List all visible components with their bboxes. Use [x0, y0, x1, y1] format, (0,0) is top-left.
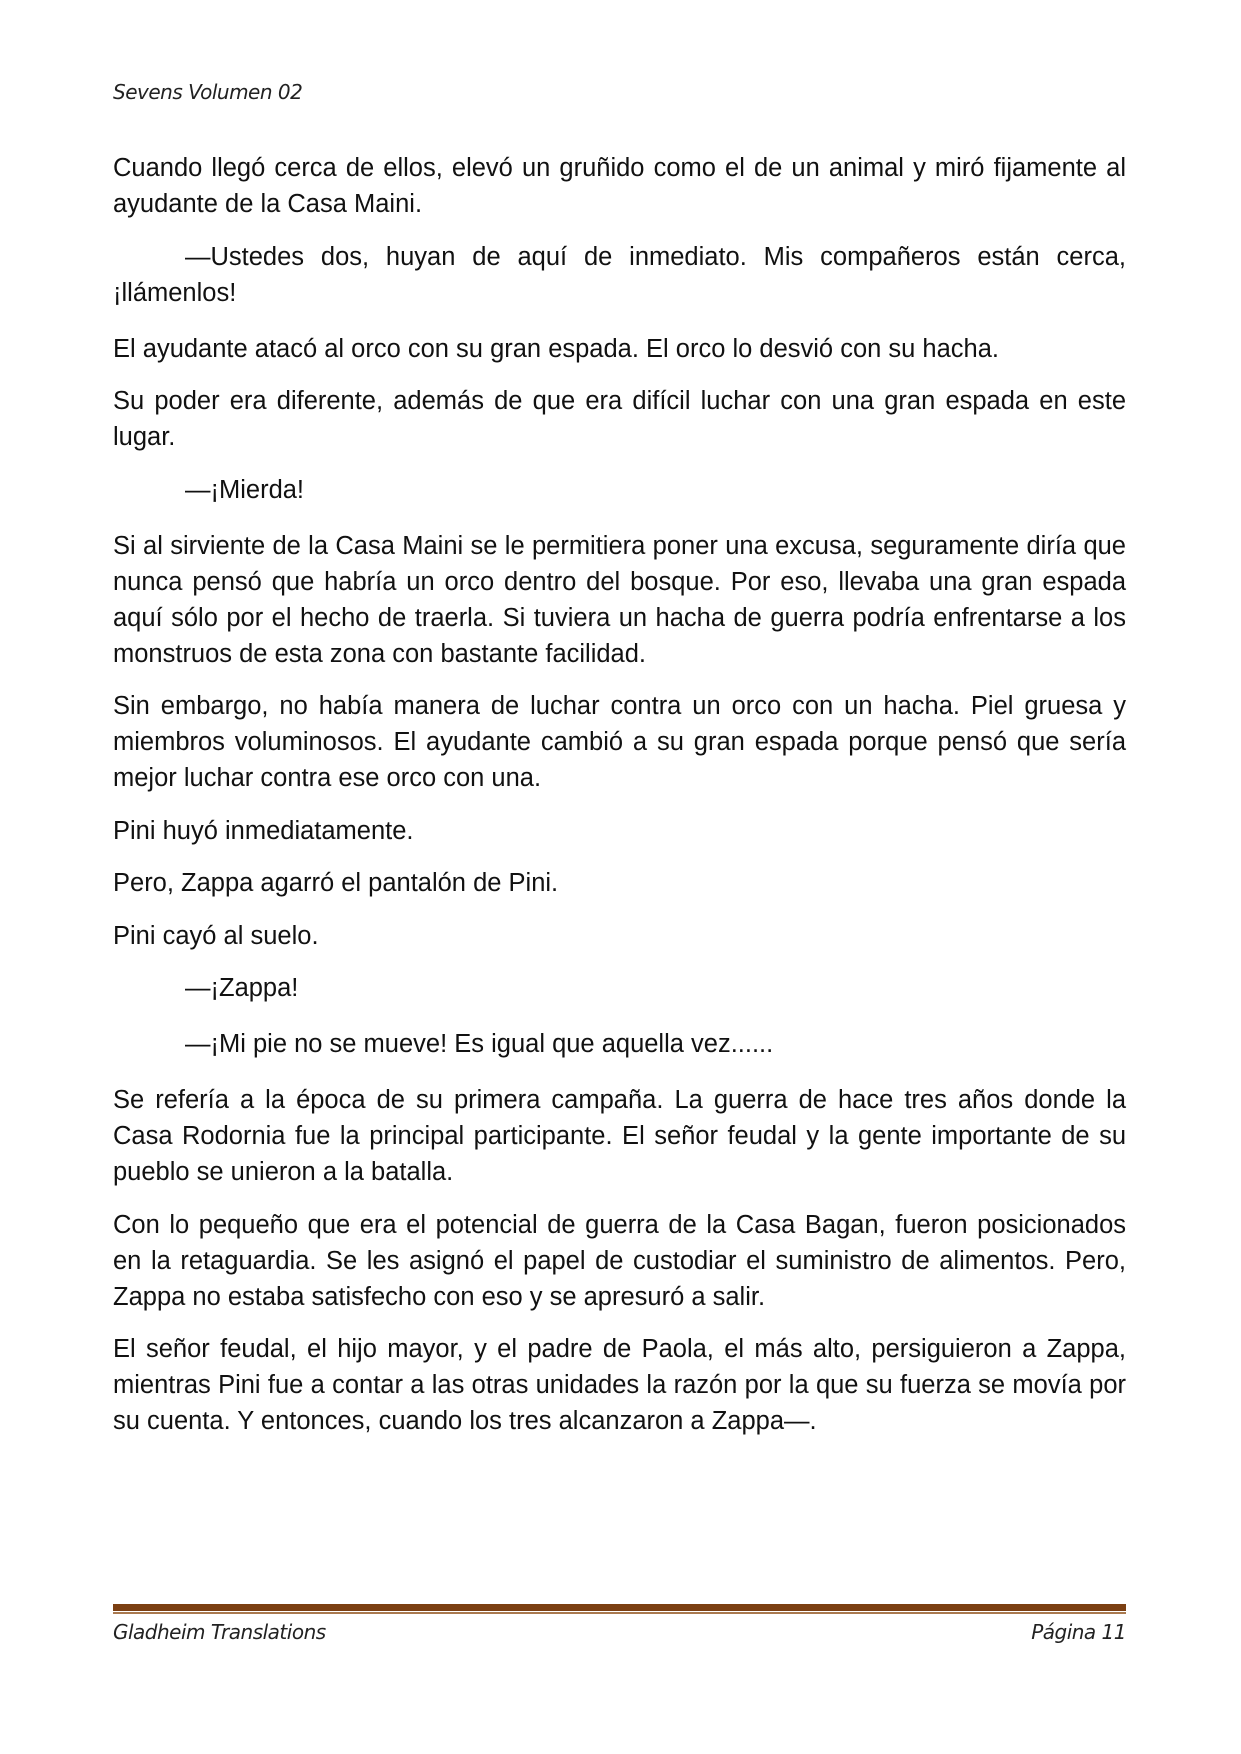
paragraph: Se refería a la época de su primera campaña. La guerra de hace tres años donde la Casa Rodornia fue la principal participante. El señor feudal y la gente importante de su pueblo se unieron a la batalla.	[113, 1086, 1126, 1186]
paragraph: El ayudante atacó al orco con su gran espada. El orco lo desvió con su hacha.	[113, 334, 999, 363]
paragraph: El señor feudal, el hijo mayor, y el padre de Paola, el más alto, persiguieron a Zappa, mientras Pini fue a contar a las otras unidades la razón por la que su fuerza se movía por su cuenta. Y entonces, cuando los tres alcanzaron a Zappa—.	[113, 1335, 1126, 1435]
dialogue-paragraph: —¡Mierda!	[185, 475, 305, 504]
footer-rule-thin	[113, 1612, 1126, 1614]
paragraph: Cuando llegó cerca de ellos, elevó un gruñido como el de un animal y miró fijamente al ayudante de la Casa Maini.	[113, 154, 1126, 218]
page-number: Página 11	[1031, 1620, 1126, 1644]
page-body	[113, 150, 1126, 1456]
running-header: Sevens Volumen 02	[113, 80, 303, 104]
dialogue-paragraph: —¡Mi pie no se mueve! Es igual que aquella vez......	[185, 1030, 774, 1058]
paragraph: Pero, Zappa agarró el pantalón de Pini.	[113, 869, 559, 897]
paragraph: Pini cayó al suelo.	[113, 921, 319, 950]
footer-rule	[113, 1604, 1126, 1611]
dialogue-paragraph: —Ustedes dos, huyan de aquí de inmediato. Mis compañeros están cerca, ¡llámenlos!	[113, 242, 1126, 307]
paragraph: Pini huyó inmediatamente.	[113, 816, 414, 845]
paragraph: Si al sirviente de la Casa Maini se le permitiera poner una excusa, seguramente diría que nunca pensó que habría un orco dentro del bosque. Por eso, llevaba una gran espada aquí sólo por el hecho de traerla. Si tuviera un hacha de guerra podría enfrentarse a los monstruos de esta zona con bastante facilidad.	[113, 531, 1126, 668]
footer-credit: Gladheim Translations	[113, 1620, 326, 1644]
paragraph: Con lo pequeño que era el potencial de guerra de la Casa Bagan, fueron posicionados en la retaguardia. Se les asignó el papel de custodiar el suministro de alimentos. Pero, Zappa no estaba satisfecho con eso y se apresuró a salir.	[113, 1210, 1126, 1311]
dialogue-paragraph: —¡Zappa!	[185, 974, 299, 1002]
paragraph: Sin embargo, no había manera de luchar contra un orco con un hacha. Piel gruesa y miembros voluminosos. El ayudante cambió a su gran espada porque pensó que sería mejor luchar contra ese orco con una.	[113, 692, 1126, 792]
paragraph: Su poder era diferente, además de que era difícil luchar con una gran espada en este lugar.	[113, 387, 1126, 451]
